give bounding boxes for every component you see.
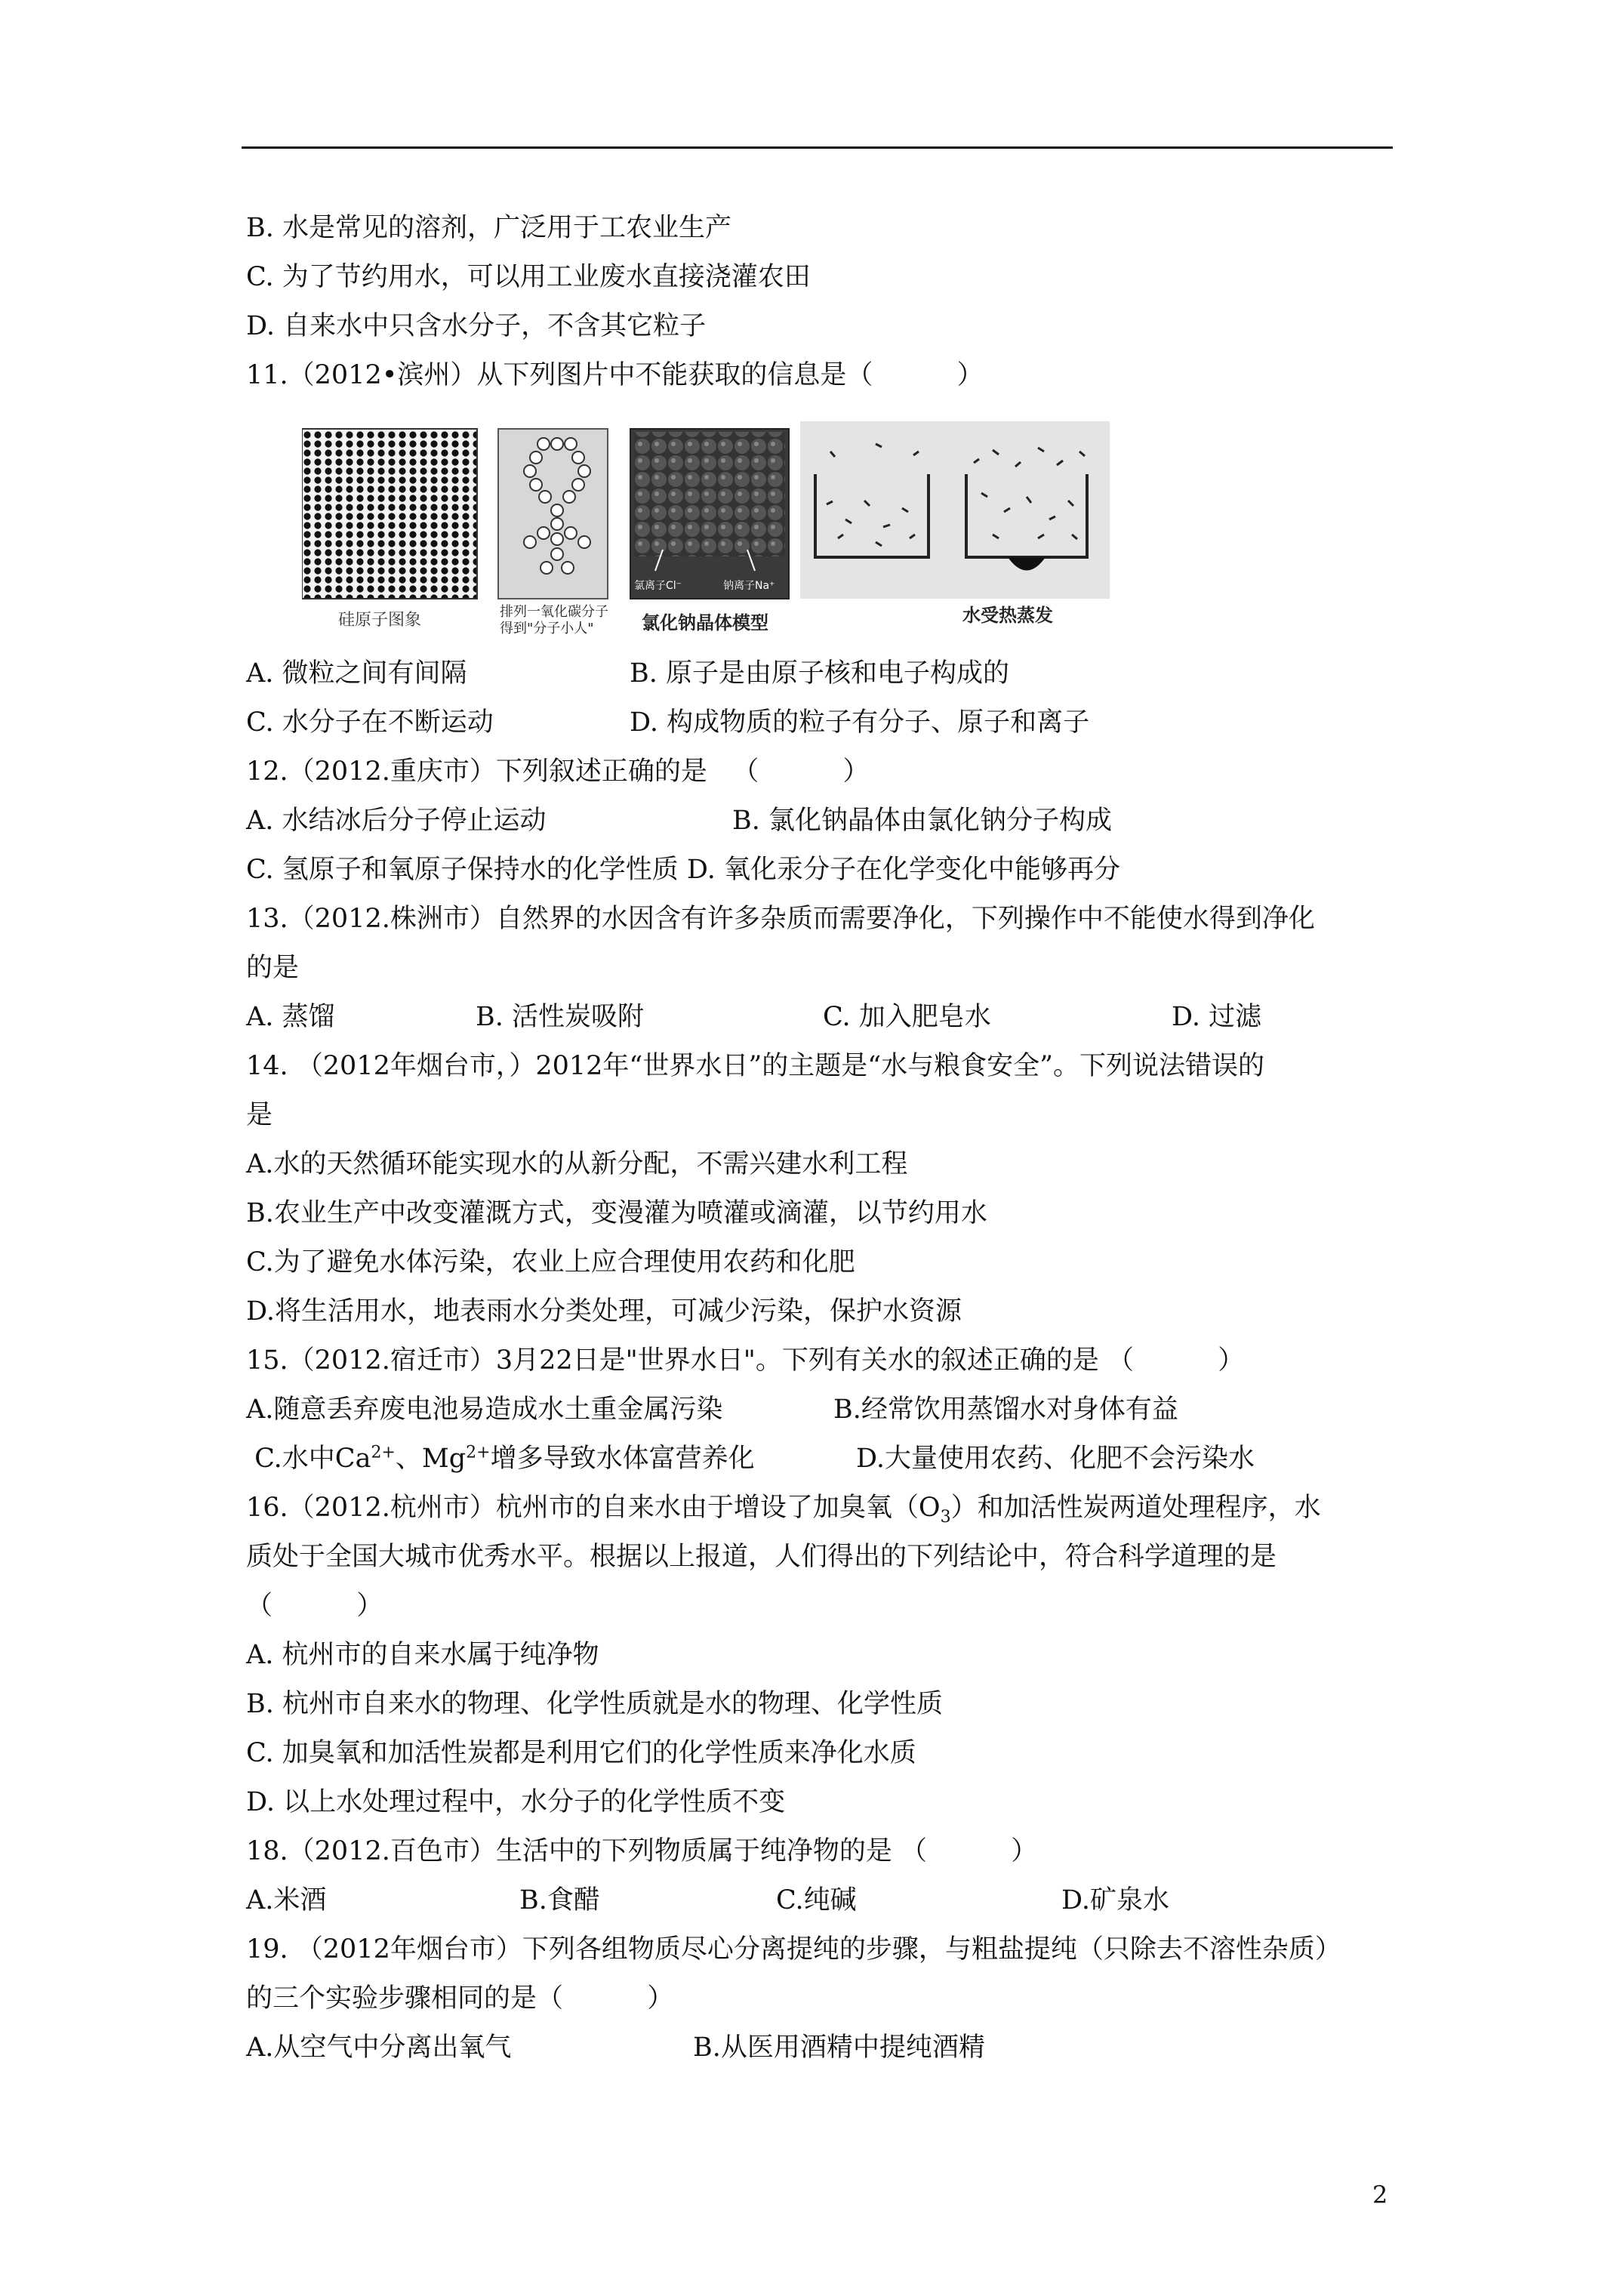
q16-option-a: A. 杭州市的自来水属于纯净物 [246, 1640, 599, 1670]
q16-option-d: D. 以上水处理过程中，水分子的化学性质不变 [246, 1787, 786, 1817]
q13-option-c: C. 加入肥皂水 [823, 1002, 991, 1032]
q13-stem-line1: 13.（2012.株洲市）自然界的水因含有许多杂质而需要净化，下列操作中不能使水得到净化 [246, 904, 1315, 934]
q14-option-c: C.为了避免水体污染，农业上应合理使用农药和化肥 [246, 1247, 855, 1277]
q15-option-b: B.经常饮用蒸馏水对身体有益 [833, 1395, 1178, 1425]
caption-nacl-title: 氯化钠晶体模型 [642, 612, 768, 633]
q14-option-b: B.农业生产中改变灌溉方式，变漫灌为喷灌或滴灌，以节约用水 [246, 1198, 987, 1228]
caption-co-line1: 排列一氧化碳分子 [500, 604, 608, 620]
q11-option-c: C. 水分子在不断运动 [246, 707, 494, 738]
q19-option-b: B.从医用酒精中提纯酒精 [693, 2032, 985, 2063]
q11-option-b: B. 原子是由原子核和电子构成的 [630, 658, 1009, 689]
page-number: 2 [1372, 2180, 1388, 2209]
q14-stem-line2: 是 [246, 1100, 273, 1130]
nacl-crystal-image [630, 429, 789, 599]
caption-co-line2: 得到"分子小人" [500, 621, 594, 636]
q12-option-b: B. 氯化钠晶体由氯化钠分子构成 [732, 806, 1112, 836]
q16-stem-line3: （ ） [246, 1591, 383, 1621]
q11-option-d: D. 构成物质的粒子有分子、原子和离子 [630, 707, 1090, 738]
q16-option-b: B. 杭州市自来水的物理、化学性质就是水的物理、化学性质 [246, 1689, 943, 1719]
q13-option-a: A. 蒸馏 [246, 1002, 335, 1032]
q11-stem: 11.（2012•滨州）从下列图片中不能获取的信息是（ ） [246, 360, 984, 390]
q18-option-d: D.矿泉水 [1061, 1885, 1169, 1915]
q16-stem-line2: 质处于全国大城市优秀水平。根据以上报道，人们得出的下列结论中，符合科学道理的是 [246, 1542, 1277, 1572]
q15-option-c: C.水中$Ca^{2+}$、$Mg^{2+}$增多导致水体富营养化 [246, 1443, 755, 1474]
q13-stem-line2: 的是 [246, 953, 300, 983]
q15-stem: 15.（2012.宿迁市）3月22日是"世界水日"。下列有关水的叙述正确的是 （ ） [246, 1345, 1245, 1376]
q18-option-c: C.纯碱 [776, 1885, 857, 1915]
silicon-atom-image [302, 429, 477, 599]
q10-option-d: D. 自来水中只含水分子，不含其它粒子 [246, 311, 707, 341]
q13-option-d: D. 过滤 [1172, 1002, 1262, 1032]
caption-nacl-na: 钠离子Na⁺ [723, 580, 775, 592]
q10-option-c: C. 为了节约用水，可以用工业废水直接浇灌农田 [246, 262, 811, 292]
q19-stem-line1: 19. （2012年烟台市）下列各组物质尽心分离提纯的步骤，与粗盐提纯（只除去不溶性杂质） [246, 1934, 1341, 1965]
q14-option-d: D.将生活用水，地表雨水分类处理，可减少污染，保护水资源 [246, 1296, 962, 1327]
q15-option-a: A.随意丢弃废电池易造成水土重金属污染 [246, 1395, 723, 1425]
q19-stem-line2: 的三个实验步骤相同的是（ ） [246, 1983, 674, 2014]
co-molecule-man-image [498, 429, 608, 599]
q12-stem: 12.（2012.重庆市）下列叙述正确的是 （ ） [246, 757, 870, 787]
q12-options-row2: C. 氢原子和氧原子保持水的化学性质 D. 氧化汞分子在化学变化中能够再分 [246, 855, 1120, 885]
q11-figure-strip [302, 421, 1110, 642]
q16-stem-line1: 16.（2012.杭州市）杭州市的自来水由于增设了加臭氧$(O_3)$和加活性炭两道处理程序，水 [246, 1493, 1321, 1527]
q14-stem-line1: 14. （2012年烟台市，）2012年“世界水日”的主题是“水与粮食安全”。下列说法错误的 [246, 1051, 1265, 1081]
q18-stem: 18.（2012.百色市）生活中的下列物质属于纯净物的是 （ ） [246, 1836, 1038, 1866]
q10-option-b: B. 水是常见的溶剂，广泛用于工农业生产 [246, 213, 731, 243]
q14-option-a: A.水的天然循环能实现水的从新分配，不需兴建水利工程 [246, 1149, 908, 1179]
caption-water: 水受热蒸发 [962, 605, 1053, 626]
q11-figure-svg [302, 421, 1110, 642]
q11-option-a: A. 微粒之间有间隔 [246, 658, 467, 689]
q13-option-b: B. 活性炭吸附 [476, 1002, 644, 1032]
header-rule [242, 146, 1393, 149]
q16-option-c: C. 加臭氧和加活性炭都是利用它们的化学性质来净化水质 [246, 1738, 916, 1768]
q15-option-d: D.大量使用农药、化肥不会污染水 [856, 1444, 1255, 1474]
q19-option-a: A.从空气中分离出氧气 [246, 2032, 512, 2063]
caption-silicon: 硅原子图象 [338, 611, 422, 630]
q18-option-a: A.米酒 [246, 1885, 327, 1915]
q12-option-a: A. 水结冰后分子停止运动 [246, 806, 547, 836]
q18-option-b: B.食醋 [519, 1885, 600, 1915]
water-evaporation-image [800, 421, 1110, 599]
caption-nacl-cl: 氯离子Cl⁻ [634, 580, 682, 592]
